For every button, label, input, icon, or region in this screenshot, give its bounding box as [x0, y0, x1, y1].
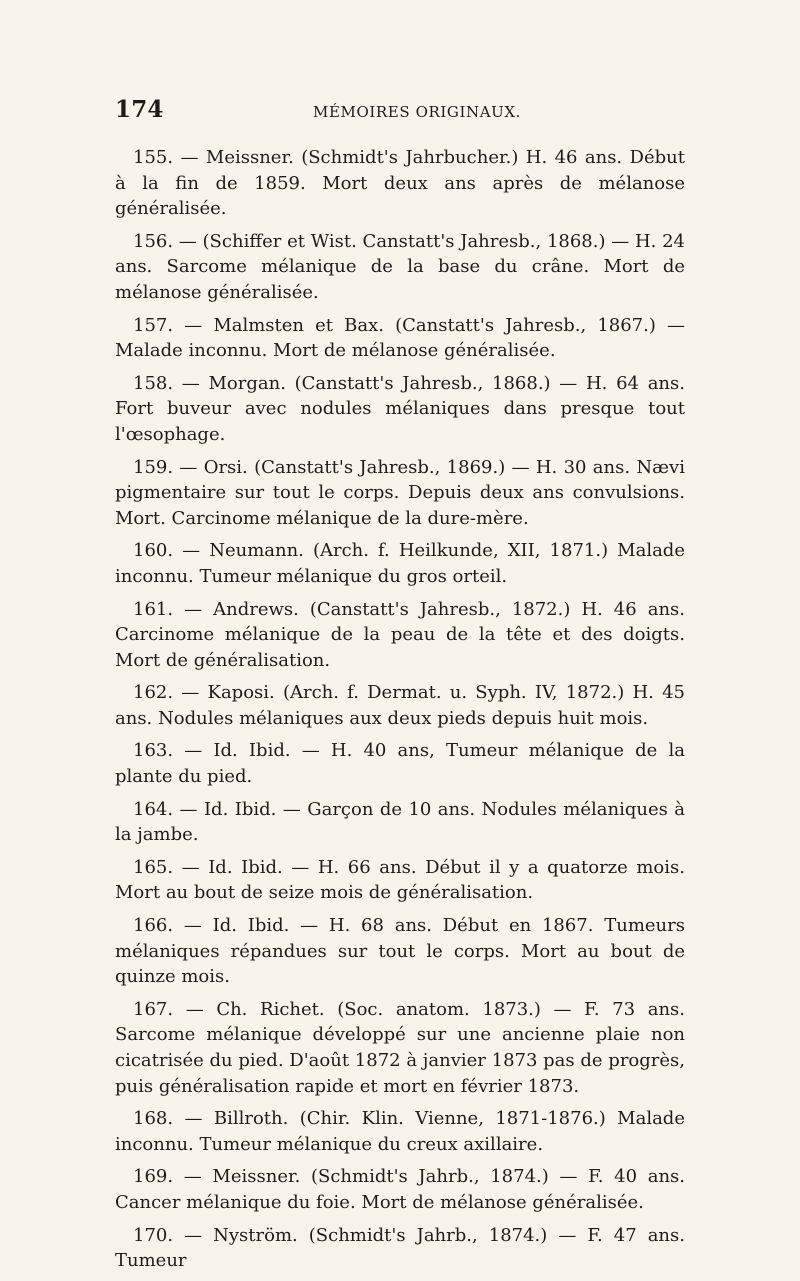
entry-text: — Neumann. (Arch. f. Heilkunde, XII, 1871.) Malade inconnu. Tumeur mélanique du gros orteil.	[115, 540, 685, 587]
entry-text: — Id. Ibid. — H. 66 ans. Début il y a quatorze mois. Mort au bout de seize mois de généralisation.	[115, 856, 685, 904]
entry-163	[115, 738, 685, 789]
entry-number: 167.	[133, 998, 174, 1020]
entry-text: — Orsi. (Canstatt's Jahresb., 1869.) — H. 30 ans. Nævi pigmentaire sur tout le corps. Depuis deux ans convulsions. Mort. Carcinome mélanique de la dure-mère.	[115, 456, 685, 529]
running-head: MÉMOIRES ORIGINAUX.	[313, 103, 522, 121]
entry-161	[115, 597, 685, 674]
page-header	[115, 96, 685, 126]
entry-number: 164.	[133, 798, 174, 820]
entry-156	[115, 229, 685, 306]
entry-number: 168.	[133, 1108, 174, 1130]
entry-160	[115, 538, 685, 589]
entry-162	[115, 680, 685, 731]
entry-165	[115, 855, 685, 906]
entry-159	[115, 455, 685, 532]
entry-167	[115, 997, 685, 1099]
page-number: 174	[115, 96, 164, 123]
entry-158	[115, 371, 685, 448]
entry-166	[115, 913, 685, 990]
entry-number: 158.	[133, 372, 174, 394]
entry-text: — Andrews. (Canstatt's Jahresb., 1872.) H. 46 ans. Carcinome mélanique de la peau de la tête et des doigts. Mort de généralisation.	[115, 598, 685, 671]
entry-number: 159.	[133, 456, 174, 478]
entry-text: — Billroth. (Chir. Klin. Vienne, 1871-1876.) Malade inconnu. Tumeur mélanique du creux axillaire.	[115, 1108, 685, 1155]
entry-number: 169.	[133, 1166, 174, 1188]
entry-text: — Meissner. (Schmidt's Jahrb., 1874.) — F. 40 ans. Cancer mélanique du foie. Mort de mélanose généralisée.	[115, 1166, 685, 1213]
entry-number: 170.	[133, 1224, 174, 1246]
entry-number: 157.	[133, 314, 174, 336]
entry-text: — Morgan. (Canstatt's Jahresb., 1868.) — H. 64 ans. Fort buveur avec nodules mélaniques dans presque tout l'œsophage.	[115, 372, 685, 445]
entry-168	[115, 1106, 685, 1157]
entry-170	[115, 1223, 685, 1274]
entry-number: 165.	[133, 856, 174, 878]
entry-number: 160.	[133, 540, 174, 562]
entry-text: — Ch. Richet. (Soc. anatom. 1873.) — F. 73 ans. Sarcome mélanique développé sur une ancienne plaie non cicatrisée du pied. D'août 1872 à janvier 1873 pas de progrès, puis généralisation rapide et mort en février 1873.	[115, 998, 685, 1097]
entry-164	[115, 797, 685, 848]
entry-number: 166.	[133, 915, 174, 937]
entry-text: — Malmsten et Bax. (Canstatt's Jahresb., 1867.) — Malade inconnu. Mort de mélanose généralisée.	[115, 314, 685, 362]
entry-number: 161.	[133, 598, 174, 620]
entry-text: — (Schiffer et Wist. Canstatt's Jahresb., 1868.) — H. 24 ans. Sarcome mélanique de la base du crâne. Mort de mélanose généralisée.	[115, 230, 685, 303]
entry-list	[115, 145, 685, 1281]
entry-number: 162.	[133, 682, 174, 704]
entry-text: — Id. Ibid. — Garçon de 10 ans. Nodules mélaniques à la jambe.	[115, 798, 685, 846]
entry-text: — Nyström. (Schmidt's Jahrb., 1874.) — F. 47 ans. Tumeur	[115, 1224, 685, 1272]
entry-text: — Meissner. (Schmidt's Jahrbucher.) H. 46 ans. Début à la fin de 1859. Mort deux ans après de mélanose généralisée.	[115, 147, 685, 220]
entry-157	[115, 313, 685, 364]
entry-text: — Kaposi. (Arch. f. Dermat. u. Syph. IV, 1872.) H. 45 ans. Nodules mélaniques aux deux pieds depuis huit mois.	[115, 682, 686, 729]
entry-169	[115, 1164, 685, 1215]
entry-number: 163.	[133, 740, 174, 762]
entry-number: 156.	[133, 230, 174, 252]
entry-text: — Id. Ibid. — H. 68 ans. Début en 1867. Tumeurs mélaniques répandues sur tout le corps. Mort au bout de quinze mois.	[115, 915, 685, 988]
entry-155	[115, 145, 685, 222]
entry-text: — Id. Ibid. — H. 40 ans, Tumeur mélanique de la plante du pied.	[115, 740, 685, 788]
entry-number: 155.	[133, 147, 174, 168]
